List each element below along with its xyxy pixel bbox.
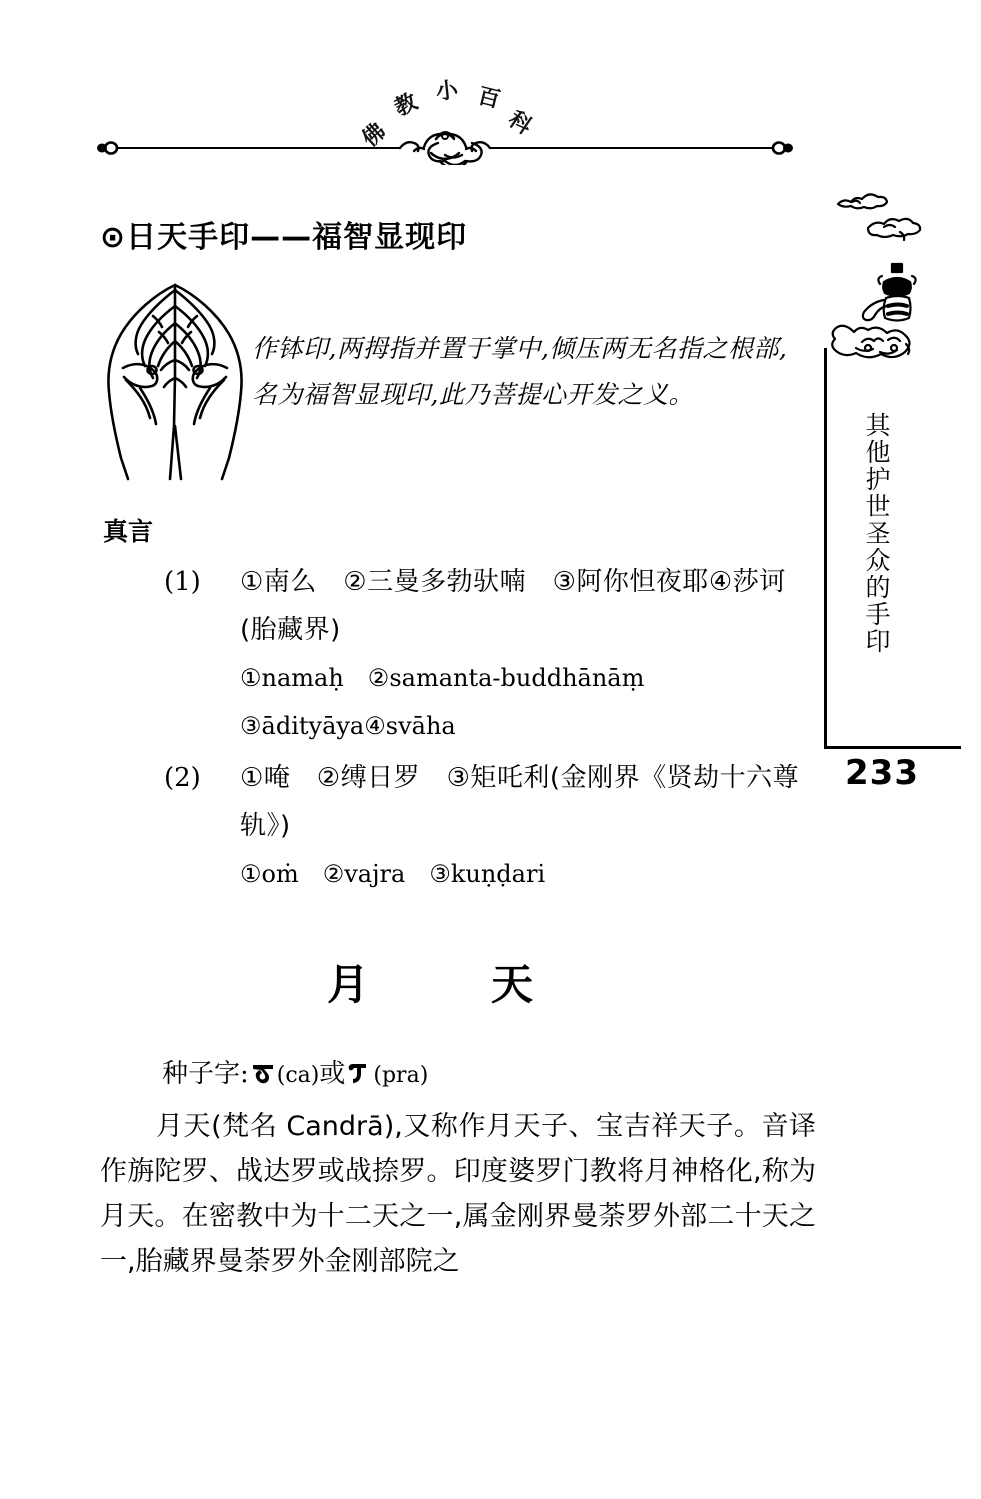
siddham-ca-glyph — [250, 1060, 276, 1086]
mantra-group-1-chinese: ①南么 ②三曼多勃驮喃 ③阿你怛夜耶④莎诃(胎藏界) — [240, 567, 786, 645]
mantra-list — [100, 558, 815, 902]
mantra-group-2-number: (2) — [164, 763, 201, 793]
seed-syllable-conjunction: 或 — [319, 1059, 346, 1089]
running-head-char-2: 教 — [390, 88, 422, 122]
seed-syllable-second-reading: (pra) — [373, 1063, 429, 1088]
mantra-group-1-sanskrit: ①namaḥ ②samanta-buddhānāṃ ③ādityāya④svāha — [240, 664, 669, 740]
mudra-description: 作钵印,两拇指并置于掌中,倾压两无名指之根部,名为福智显现印,此乃菩提心开发之义。 — [252, 334, 788, 409]
section-title-bullet: ⊙ — [100, 220, 127, 255]
moon-deity-body-text: 月天(梵名 Candrā),又称作月天子、宝吉祥天子。音译作旃陀罗、战达罗或战捺罗。印度婆罗门教将月神格化,称为月天。在密教中为十二天之一,属金刚界曼荼罗外部二十天之一,胎藏界曼荼罗外金刚部院之 — [100, 1111, 816, 1277]
page-number: 233 — [845, 753, 919, 793]
cloud-deity-line-art — [822, 172, 972, 362]
running-head-char-3: 小 — [434, 76, 460, 106]
mantra-group-2-chinese: ①唵 ②缚日罗 ③矩吒利(金刚界《贤劫十六尊轨》) — [240, 763, 800, 841]
section-title-text: 日天手印——福智显现印 — [126, 220, 468, 255]
running-head-char-1: 佛 — [357, 117, 391, 153]
seed-syllable-line — [162, 1053, 428, 1090]
sidebar-vertical-rule — [824, 348, 827, 748]
siddham-pra-glyph — [346, 1060, 372, 1086]
seed-syllable-label: 种子字: — [162, 1059, 249, 1089]
sidebar-horizontal-rule — [824, 746, 961, 749]
header-ornament — [95, 60, 795, 165]
mudra-line-drawing — [96, 276, 254, 484]
header-rule-ornament — [95, 60, 795, 165]
sidebar-running-title: 其他护世圣众的手印 — [862, 412, 891, 655]
mudra-illustration — [96, 276, 254, 484]
running-head-char-5: 科 — [503, 106, 537, 140]
moon-deity-heading: 月 天 — [326, 960, 573, 1009]
mantra-group-1-number: (1) — [164, 567, 201, 597]
corner-cloud-deity-decoration — [822, 172, 972, 362]
mantra-heading: 真言 — [103, 517, 154, 546]
section-title — [100, 212, 467, 256]
mantra-group-2-sanskrit: ①oṁ ②vajra ③kuṇḍari — [240, 860, 546, 888]
mantra-group-2 — [100, 754, 815, 898]
running-head-char-4: 百 — [475, 82, 503, 114]
seed-syllable-first-reading: (ca) — [276, 1063, 320, 1088]
mantra-group-1 — [100, 558, 815, 750]
